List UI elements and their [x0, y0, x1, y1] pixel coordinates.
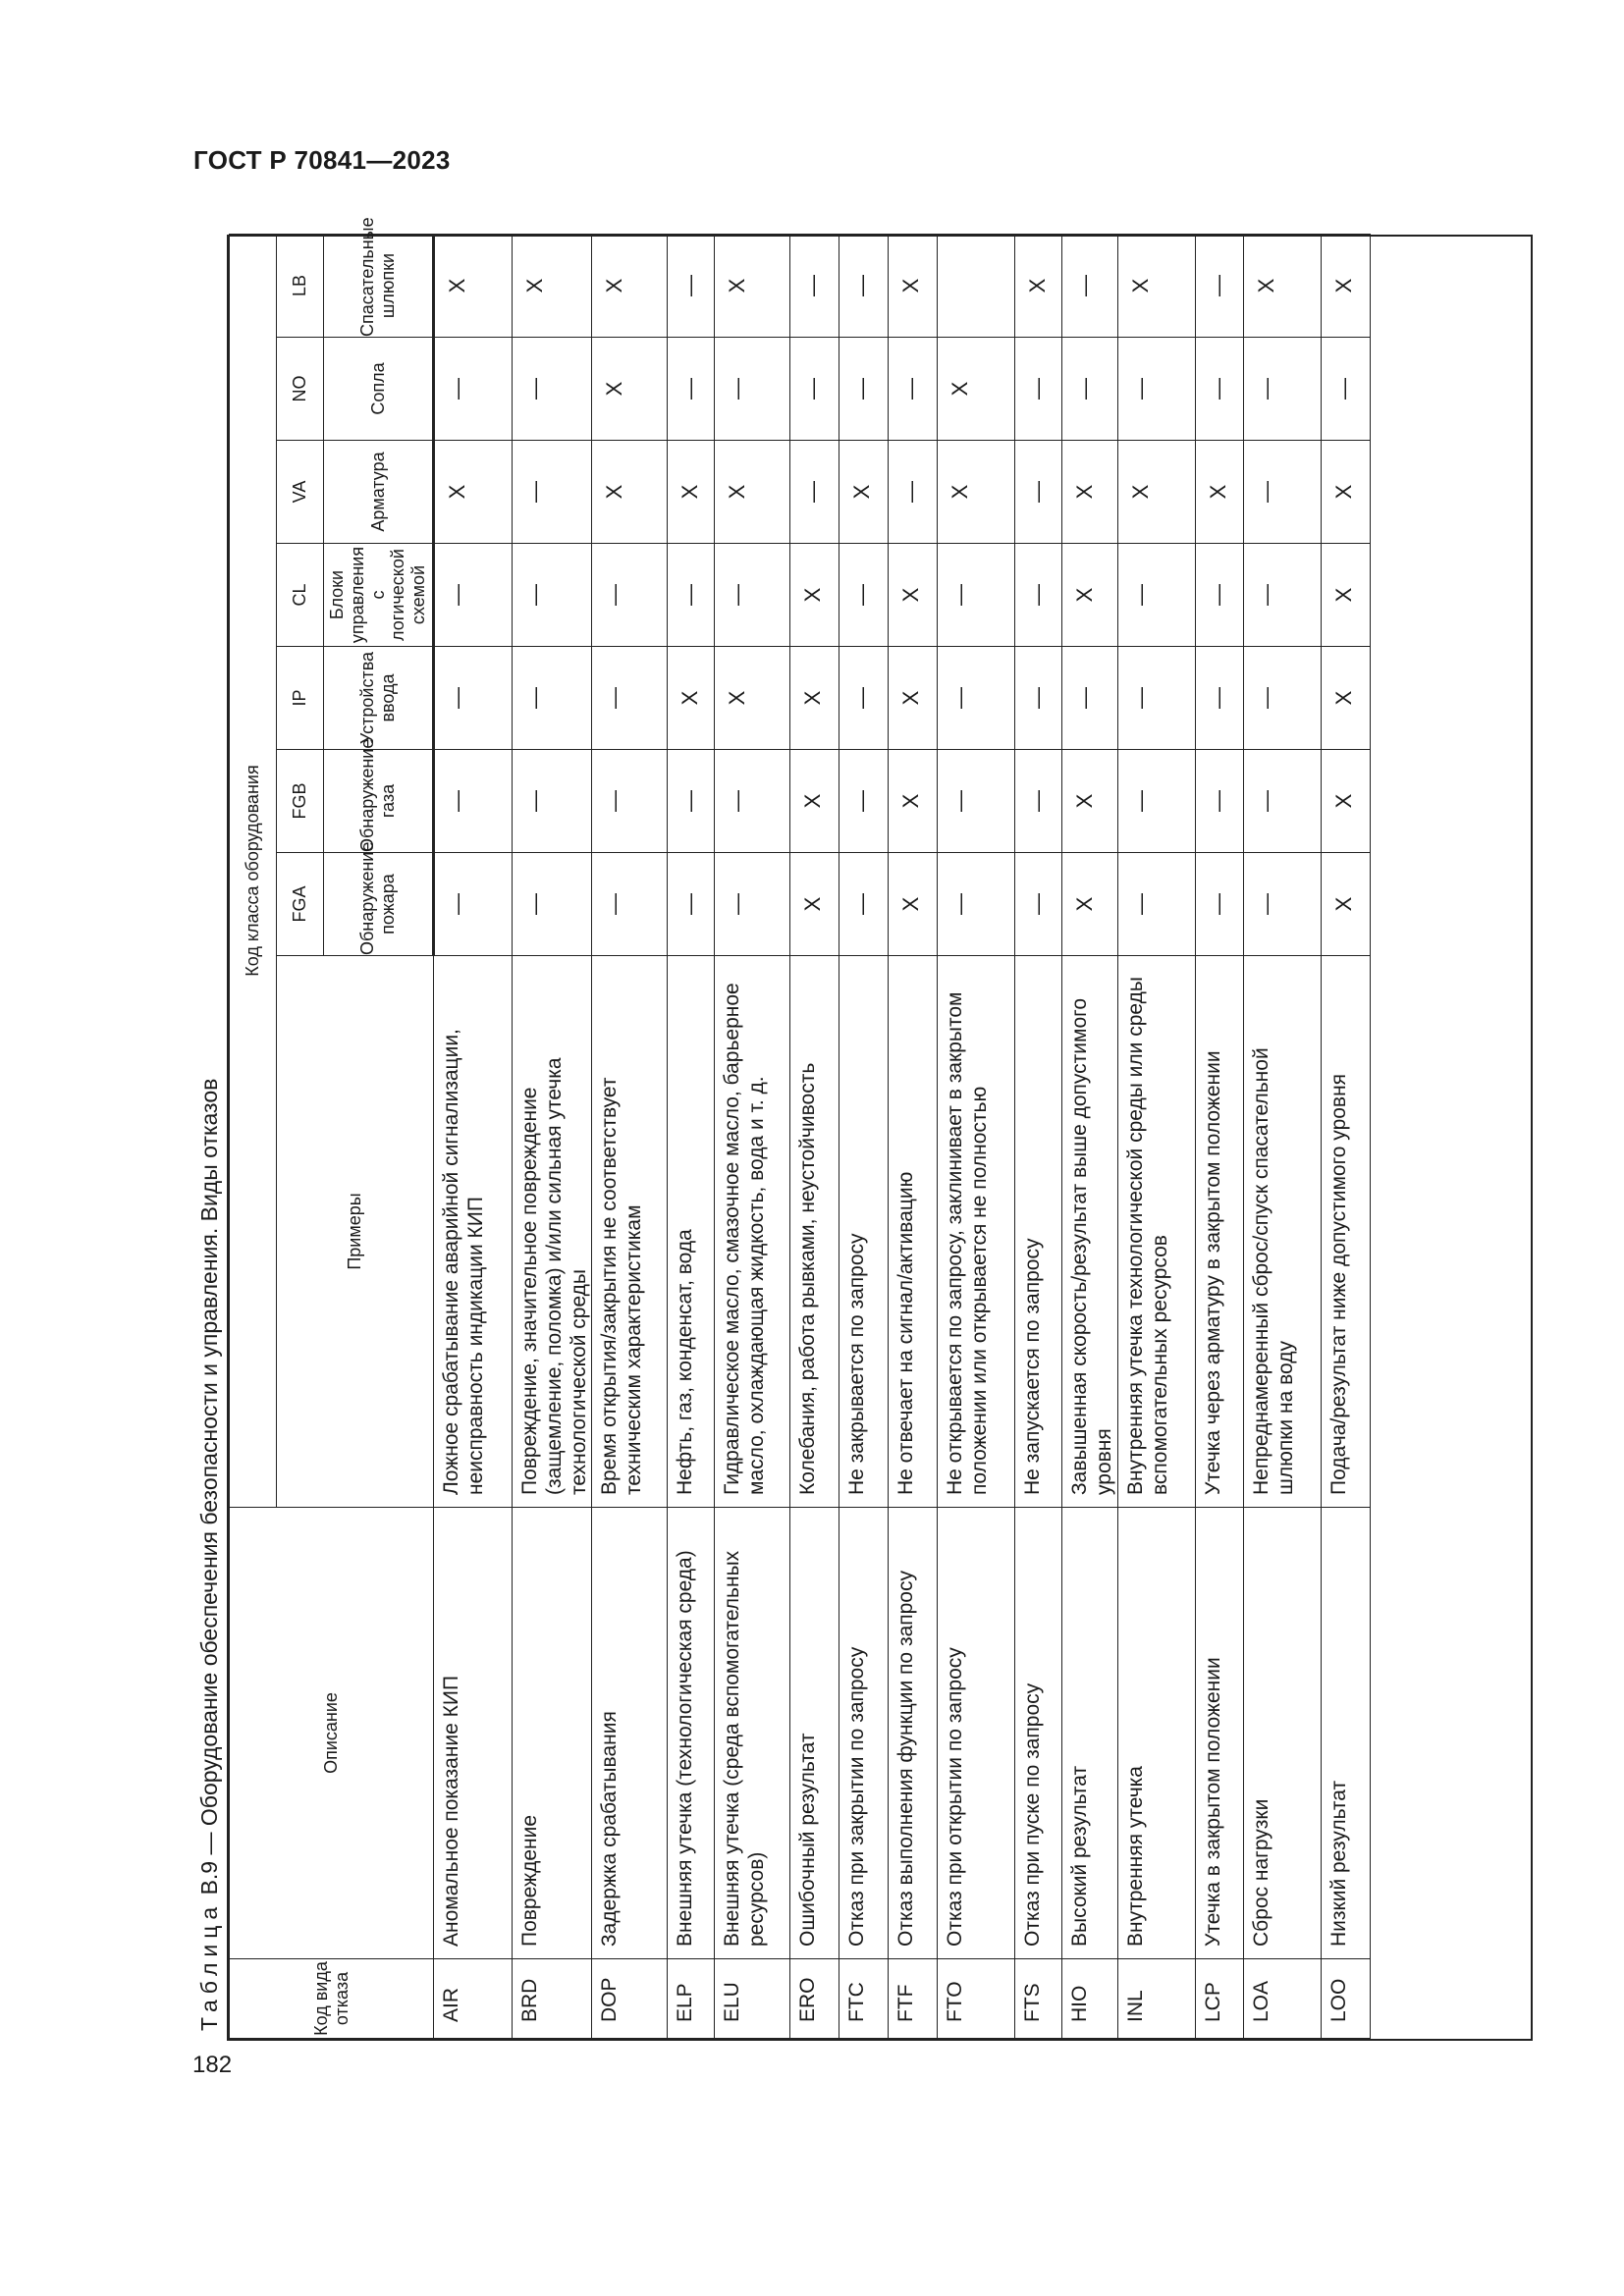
applicability-mark: —: [1015, 647, 1062, 750]
examples-cell: Колебания, работа рывками, неустойчивость: [790, 956, 839, 1508]
applicability-mark: —: [839, 544, 889, 647]
applicability-mark: —: [668, 544, 715, 647]
applicability-mark: X: [1117, 441, 1195, 544]
applicability-mark: —: [1062, 338, 1118, 441]
table-row: [668, 234, 715, 2038]
table-row: [715, 234, 790, 2038]
examples-cell: Повреждение, значительное повреждение (защемление, поломка) и/или сильная утечка технологической среды: [513, 956, 592, 1508]
applicability-mark: —: [434, 647, 513, 750]
applicability-mark: —: [434, 544, 513, 647]
applicability-mark: X: [592, 338, 668, 441]
applicability-mark: —: [668, 853, 715, 956]
applicability-mark: —: [839, 338, 889, 441]
class-code-NO: NO: [277, 338, 324, 441]
description-cell: Внешняя утечка (среда вспомогательных ресурсов): [715, 1508, 790, 1959]
applicability-mark: X: [1321, 750, 1370, 853]
applicability-mark: —: [715, 544, 790, 647]
failure-code-cell: FTF: [889, 1959, 938, 2039]
applicability-mark: X: [668, 441, 715, 544]
applicability-mark: —: [1243, 441, 1321, 544]
applicability-mark: X: [434, 234, 513, 337]
applicability-mark: X: [839, 441, 889, 544]
applicability-mark: [938, 234, 1015, 337]
applicability-mark: —: [1062, 647, 1118, 750]
description-cell: Сброс нагрузки: [1243, 1508, 1321, 1959]
description-cell: Отказ при закрытии по запросу: [839, 1508, 889, 1959]
applicability-mark: X: [434, 441, 513, 544]
applicability-mark: —: [889, 338, 938, 441]
class-name-VA: Арматура: [324, 441, 434, 544]
examples-cell: Завышенная скорость/результат выше допустимого уровня: [1062, 956, 1118, 1508]
examples-cell: Гидравлическое масло, смазочное масло, барьерное масло, охлаждающая жидкость, вода и т. д.: [715, 956, 790, 1508]
applicability-mark: —: [434, 853, 513, 956]
applicability-mark: X: [1062, 544, 1118, 647]
examples-cell: Ложное срабатывание аварийной сигнализации, неисправность индикации КИП: [434, 956, 513, 1508]
applicability-mark: —: [790, 338, 839, 441]
applicability-mark: —: [1195, 338, 1243, 441]
applicability-mark: X: [889, 234, 938, 337]
applicability-mark: —: [938, 544, 1015, 647]
failure-code-cell: HIO: [1062, 1959, 1118, 2039]
document-header: ГОСТ Р 70841—2023: [193, 145, 451, 175]
applicability-mark: —: [592, 544, 668, 647]
examples-cell: Время открытия/закрытия не соответствует техническим характеристикам: [592, 956, 668, 1508]
description-cell: Внешняя утечка (технологическая среда): [668, 1508, 715, 1959]
table-row: [790, 234, 839, 2038]
applicability-mark: X: [1321, 544, 1370, 647]
caption-label: Таблица: [196, 1900, 222, 2031]
failure-code-cell: LOO: [1321, 1959, 1370, 2039]
applicability-mark: —: [938, 647, 1015, 750]
failure-code-cell: BRD: [513, 1959, 592, 2039]
applicability-mark: X: [889, 750, 938, 853]
applicability-mark: X: [1062, 441, 1118, 544]
applicability-mark: —: [1015, 544, 1062, 647]
examples-cell: Не открывается по запросу, заклинивает в закрытом положении или открывается не полностью: [938, 956, 1015, 1508]
applicability-mark: —: [592, 853, 668, 956]
description-cell: Утечка в закрытом положении: [1195, 1508, 1243, 1959]
table-row: [1243, 234, 1321, 2038]
applicability-mark: X: [715, 441, 790, 544]
description-cell: Низкий результат: [1321, 1508, 1370, 1959]
applicability-mark: —: [715, 853, 790, 956]
applicability-mark: —: [513, 441, 592, 544]
applicability-mark: —: [839, 750, 889, 853]
applicability-mark: —: [434, 338, 513, 441]
examples-cell: Утечка через арматуру в закрытом положении: [1195, 956, 1243, 1508]
applicability-mark: X: [1243, 234, 1321, 337]
failure-code-cell: AIR: [434, 1959, 513, 2039]
table-row: [513, 234, 592, 2038]
description-cell: Задержка срабатывания: [592, 1508, 668, 1959]
class-code-VA: VA: [277, 441, 324, 544]
applicability-mark: —: [513, 544, 592, 647]
table-caption: [196, 1079, 223, 2031]
description-cell: Внутренняя утечка: [1117, 1508, 1195, 1959]
applicability-mark: —: [1195, 544, 1243, 647]
examples-cell: Не запускается по запросу: [1015, 956, 1062, 1508]
header-equipment-class: Код класса оборудования: [230, 234, 277, 1507]
applicability-mark: —: [513, 750, 592, 853]
applicability-mark: —: [790, 441, 839, 544]
class-name-FGA: Обнаружение пожара: [324, 853, 434, 956]
class-code-IP: IP: [277, 647, 324, 750]
applicability-mark: X: [938, 441, 1015, 544]
applicability-mark: —: [513, 647, 592, 750]
applicability-mark: —: [513, 338, 592, 441]
applicability-mark: X: [592, 234, 668, 337]
applicability-mark: —: [668, 234, 715, 337]
examples-cell: Непреднамеренный сброс/спуск спасательной шлюпки на воду: [1243, 956, 1321, 1508]
class-name-LB: Спасательные шлюпки: [324, 234, 434, 337]
applicability-mark: X: [715, 647, 790, 750]
applicability-mark: —: [938, 750, 1015, 853]
applicability-mark: X: [790, 544, 839, 647]
applicability-mark: —: [1195, 647, 1243, 750]
examples-cell: Подача/результат ниже допустимого уровня: [1321, 956, 1370, 1508]
applicability-mark: —: [1243, 853, 1321, 956]
class-name-CL: Блоки управления с логической схемой: [324, 544, 434, 647]
table-row: [938, 234, 1015, 2038]
applicability-mark: X: [1195, 441, 1243, 544]
applicability-mark: —: [592, 750, 668, 853]
header-description: Описание: [230, 1508, 434, 1959]
failure-code-cell: ELU: [715, 1959, 790, 2039]
description-cell: Отказ при пуске по запросу: [1015, 1508, 1062, 1959]
failure-code-cell: ERO: [790, 1959, 839, 2039]
applicability-mark: X: [592, 441, 668, 544]
applicability-mark: X: [938, 338, 1015, 441]
description-cell: Высокий результат: [1062, 1508, 1118, 1959]
applicability-mark: —: [1243, 544, 1321, 647]
applicability-mark: X: [790, 853, 839, 956]
failure-modes-table: [227, 217, 1533, 2041]
applicability-mark: X: [889, 647, 938, 750]
table-row: [889, 234, 938, 2038]
examples-cell: Нефть, газ, конденсат, вода: [668, 956, 715, 1508]
description-cell: Отказ при открытии по запросу: [938, 1508, 1015, 1959]
applicability-mark: —: [1015, 750, 1062, 853]
applicability-mark: X: [715, 234, 790, 337]
applicability-mark: —: [1243, 750, 1321, 853]
description-cell: Ошибочный результат: [790, 1508, 839, 1959]
description-cell: Аномальное показание КИП: [434, 1508, 513, 1959]
examples-cell: Не закрывается по запросу: [839, 956, 889, 1508]
table-body: [434, 234, 1371, 2038]
applicability-mark: —: [668, 338, 715, 441]
applicability-mark: X: [668, 647, 715, 750]
examples-cell: Не отвечает на сигнал/активацию: [889, 956, 938, 1508]
applicability-mark: —: [1015, 853, 1062, 956]
class-code-FGB: FGB: [277, 750, 324, 853]
description-cell: Повреждение: [513, 1508, 592, 1959]
applicability-mark: —: [889, 441, 938, 544]
applicability-mark: —: [1015, 441, 1062, 544]
applicability-mark: X: [1062, 853, 1118, 956]
applicability-mark: —: [1117, 647, 1195, 750]
table-row: [839, 234, 889, 2038]
applicability-mark: X: [513, 234, 592, 337]
applicability-mark: —: [434, 750, 513, 853]
table-row: [1062, 234, 1118, 2038]
applicability-mark: —: [839, 853, 889, 956]
applicability-mark: X: [790, 647, 839, 750]
applicability-mark: X: [1321, 441, 1370, 544]
examples-cell: Внутренняя утечка технологической среды или среды вспомогательных ресурсов: [1117, 956, 1195, 1508]
applicability-mark: —: [1117, 750, 1195, 853]
class-name-FGB: Обнаружение газа: [324, 750, 434, 853]
failure-code-cell: FTO: [938, 1959, 1015, 2039]
failure-code-cell: FTS: [1015, 1959, 1062, 2039]
failure-code-cell: ELP: [668, 1959, 715, 2039]
applicability-mark: —: [1062, 234, 1118, 337]
table-row: [592, 234, 668, 2038]
description-cell: Отказ выполнения функции по запросу: [889, 1508, 938, 1959]
applicability-mark: X: [1321, 853, 1370, 956]
applicability-mark: —: [715, 338, 790, 441]
applicability-mark: X: [889, 853, 938, 956]
applicability-mark: —: [790, 234, 839, 337]
table-row: [1117, 234, 1195, 2038]
applicability-mark: —: [668, 750, 715, 853]
table-row: [1195, 234, 1243, 2038]
applicability-mark: —: [1195, 234, 1243, 337]
failure-code-cell: INL: [1117, 1959, 1195, 2039]
caption-text: В.9 — Оборудование обеспечения безопасности и управления. Виды отказов: [196, 1078, 222, 1901]
class-code-LB: LB: [277, 234, 324, 337]
applicability-mark: —: [938, 853, 1015, 956]
applicability-mark: —: [1117, 338, 1195, 441]
failure-code-cell: LOA: [1243, 1959, 1321, 2039]
failure-code-cell: LCP: [1195, 1959, 1243, 2039]
table-row: [434, 234, 513, 2038]
applicability-mark: —: [839, 647, 889, 750]
applicability-mark: X: [790, 750, 839, 853]
applicability-mark: —: [1195, 853, 1243, 956]
header-examples: Примеры: [277, 956, 434, 1508]
applicability-mark: —: [715, 750, 790, 853]
table-row: [1015, 234, 1062, 2038]
applicability-mark: —: [1117, 853, 1195, 956]
class-name-NO: Сопла: [324, 338, 434, 441]
applicability-mark: —: [592, 647, 668, 750]
applicability-mark: —: [839, 234, 889, 337]
class-name-IP: Устройства ввода: [324, 647, 434, 750]
applicability-mark: —: [1243, 647, 1321, 750]
class-code-FGA: FGA: [277, 853, 324, 956]
applicability-mark: —: [1243, 338, 1321, 441]
rotated-table-area: [196, 217, 1542, 2051]
applicability-mark: X: [1321, 647, 1370, 750]
applicability-mark: —: [513, 853, 592, 956]
applicability-mark: —: [1015, 338, 1062, 441]
table-row: [1321, 234, 1370, 2038]
failure-code-cell: FTC: [839, 1959, 889, 2039]
applicability-mark: —: [1117, 544, 1195, 647]
header-failure-code: Код вида отказа: [230, 1959, 434, 2039]
class-code-CL: CL: [277, 544, 324, 647]
applicability-mark: X: [1062, 750, 1118, 853]
applicability-mark: X: [889, 544, 938, 647]
applicability-mark: X: [1117, 234, 1195, 337]
applicability-mark: —: [1321, 338, 1370, 441]
failure-code-cell: DOP: [592, 1959, 668, 2039]
applicability-mark: X: [1015, 234, 1062, 337]
page-number: 182: [192, 2052, 233, 2078]
applicability-mark: X: [1321, 234, 1370, 337]
applicability-mark: —: [1195, 750, 1243, 853]
